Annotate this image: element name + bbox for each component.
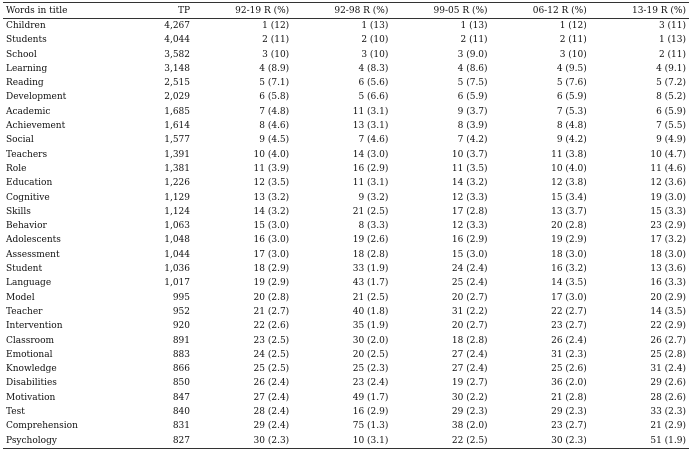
- cell-tp: 4,267: [164, 21, 190, 31]
- cell-r-13-19: 33 (2.3): [650, 407, 686, 418]
- cell-r-92-98: 75 (1.3): [352, 421, 389, 432]
- cell-r-92-98: 5 (6.6): [358, 92, 389, 103]
- cell-r-99-05: 30 (2.2): [451, 392, 488, 403]
- cell-r-99-05: 25 (2.4): [451, 278, 488, 289]
- header-92-98: 92-98 R (%): [292, 3, 391, 19]
- cell-word: Emotional: [6, 349, 53, 360]
- cell-r-92-98: 18 (2.8): [352, 249, 389, 260]
- cell-r-06-12: 11 (3.8): [551, 149, 587, 160]
- cell-word: Motivation: [6, 392, 56, 403]
- cell-r-99-05: 9 (3.7): [457, 106, 488, 117]
- cell-word: Disabilities: [6, 378, 57, 389]
- cell-tp: 1,063: [164, 221, 190, 232]
- cell-r-06-12: 8 (4.8): [556, 121, 587, 132]
- table-row: [3, 276, 689, 290]
- cell-r-06-12: 5 (7.6): [556, 78, 587, 89]
- cell-r-99-05: 4 (8.6): [457, 63, 488, 74]
- cell-r-92-19: 11 (3.9): [253, 163, 290, 174]
- cell-r-06-12: 4 (9.5): [556, 63, 587, 74]
- table-row: [3, 119, 689, 133]
- table-row: [3, 19, 689, 34]
- cell-r-99-05: 3 (9.0): [457, 49, 488, 60]
- cell-r-06-12: 15 (3.4): [551, 192, 587, 203]
- table-row: [3, 176, 689, 190]
- cell-r-13-19: 5 (7.2): [656, 78, 686, 89]
- cell-r-13-19: 13 (3.6): [650, 264, 686, 275]
- cell-r-92-98: 23 (2.4): [352, 378, 389, 389]
- cell-r-92-98: 13 (3.1): [352, 121, 389, 132]
- cell-r-99-05: 27 (2.4): [451, 364, 488, 375]
- cell-tp: 1,226: [164, 178, 190, 189]
- cell-r-13-19: 29 (2.6): [650, 378, 686, 389]
- cell-tp: 3,582: [164, 49, 190, 60]
- cell-tp: 952: [172, 306, 190, 317]
- cell-r-92-98: 14 (3.0): [352, 149, 389, 160]
- cell-word: Teacher: [6, 306, 43, 317]
- cell-r-13-19: 31 (2.4): [650, 364, 686, 375]
- cell-tp: 1,124: [164, 206, 190, 217]
- cell-r-99-05: 8 (3.9): [457, 121, 488, 132]
- table-row: [3, 148, 689, 162]
- cell-r-99-05: 11 (3.5): [451, 163, 488, 174]
- cell-r-92-19: 27 (2.4): [253, 392, 290, 403]
- cell-r-92-98: 49 (1.7): [352, 392, 389, 403]
- cell-tp: 1,391: [164, 149, 190, 160]
- table-header: [3, 3, 689, 19]
- cell-tp: 920: [172, 321, 190, 332]
- cell-tp: 840: [172, 407, 190, 418]
- table-row: [3, 233, 689, 247]
- cell-r-99-05: 10 (3.7): [451, 149, 488, 160]
- table-row: [3, 305, 689, 319]
- header-row: [3, 3, 689, 19]
- cell-word: Development: [6, 92, 67, 103]
- cell-r-92-19: 25 (2.5): [253, 364, 290, 375]
- cell-r-13-19: 21 (2.9): [650, 421, 686, 432]
- cell-r-92-19: 19 (2.9): [253, 278, 290, 289]
- cell-word: Learning: [6, 63, 48, 74]
- cell-r-13-19: 6 (5.9): [656, 106, 686, 117]
- cell-r-92-19: 1 (12): [262, 21, 290, 31]
- cell-r-99-05: 38 (2.0): [451, 421, 488, 432]
- cell-tp: 1,685: [164, 106, 190, 117]
- cell-r-13-19: 1 (13): [658, 35, 686, 46]
- cell-r-13-19: 16 (3.3): [650, 278, 686, 289]
- cell-tp: 3,148: [164, 63, 190, 74]
- cell-word: Reading: [6, 78, 44, 89]
- header-tp: TP: [121, 3, 193, 19]
- cell-r-92-98: 40 (1.8): [352, 306, 389, 317]
- cell-tp: 883: [172, 349, 190, 360]
- cell-r-06-12: 20 (2.8): [551, 221, 587, 232]
- table-row: [3, 291, 689, 305]
- header-92-19: 92-19 R (%): [193, 3, 292, 19]
- cell-tp: 891: [172, 335, 190, 346]
- cell-r-92-19: 9 (4.5): [259, 135, 290, 146]
- cell-r-92-98: 9 (3.2): [358, 192, 389, 203]
- cell-r-92-19: 2 (11): [262, 35, 290, 46]
- cell-tp: 1,048: [164, 235, 190, 246]
- cell-r-92-19: 29 (2.4): [253, 421, 290, 432]
- table-row: [3, 362, 689, 376]
- cell-r-99-05: 5 (7.5): [457, 78, 488, 89]
- cell-r-06-12: 14 (3.5): [551, 278, 587, 289]
- cell-r-13-19: 26 (2.7): [650, 335, 686, 346]
- table-body: [3, 19, 689, 449]
- cell-r-13-19: 9 (4.9): [656, 135, 686, 146]
- cell-r-06-12: 25 (2.6): [551, 364, 587, 375]
- cell-tp: 847: [172, 392, 190, 403]
- cell-r-92-19: 8 (4.6): [259, 121, 290, 132]
- cell-word: Teachers: [6, 149, 48, 160]
- cell-r-99-05: 29 (2.3): [451, 407, 488, 418]
- cell-r-06-12: 21 (2.8): [551, 392, 587, 403]
- cell-r-92-98: 30 (2.0): [352, 335, 389, 346]
- header-06-12: 06-12 R (%): [491, 3, 590, 19]
- cell-r-92-98: 16 (2.9): [352, 407, 389, 418]
- cell-word: Social: [6, 135, 34, 146]
- table-row: [3, 334, 689, 348]
- table-row: [3, 219, 689, 233]
- table-row: [3, 33, 689, 47]
- cell-r-06-12: 23 (2.7): [551, 321, 587, 332]
- cell-r-13-19: 11 (4.6): [650, 163, 686, 174]
- cell-word: Model: [6, 292, 35, 303]
- cell-tp: 995: [172, 292, 190, 303]
- cell-r-06-12: 36 (2.0): [551, 378, 587, 389]
- header-13-19: 13-19 R (%): [590, 3, 689, 19]
- cell-r-13-19: 2 (11): [658, 49, 686, 60]
- cell-r-92-98: 11 (3.1): [352, 178, 389, 189]
- cell-r-99-05: 17 (2.8): [451, 206, 488, 217]
- cell-r-06-12: 7 (5.3): [556, 106, 587, 117]
- cell-r-99-05: 6 (5.9): [457, 92, 488, 103]
- cell-word: Role: [6, 163, 27, 174]
- cell-tp: 1,044: [164, 249, 190, 260]
- cell-r-92-19: 12 (3.5): [253, 178, 290, 189]
- cell-r-99-05: 12 (3.3): [451, 192, 488, 203]
- cell-r-13-19: 28 (2.6): [650, 392, 686, 403]
- cell-tp: 866: [172, 364, 190, 375]
- table-row: [3, 90, 689, 104]
- cell-r-99-05: 12 (3.3): [451, 221, 488, 232]
- cell-word: Comprehension: [6, 421, 78, 432]
- cell-r-92-98: 43 (1.7): [352, 278, 389, 289]
- cell-r-13-19: 12 (3.6): [650, 178, 686, 189]
- cell-r-99-05: 16 (2.9): [451, 235, 488, 246]
- cell-r-06-12: 17 (3.0): [551, 292, 587, 303]
- cell-r-92-19: 15 (3.0): [253, 221, 290, 232]
- cell-r-99-05: 24 (2.4): [451, 264, 488, 275]
- cell-r-92-19: 18 (2.9): [253, 264, 290, 275]
- cell-tp: 2,515: [164, 78, 190, 89]
- cell-r-99-05: 31 (2.2): [451, 306, 488, 317]
- cell-r-92-98: 10 (3.1): [292, 434, 391, 449]
- cell-r-06-12: 31 (2.3): [551, 349, 587, 360]
- cell-tp: 1,614: [164, 121, 190, 132]
- table-row: [3, 62, 689, 76]
- cell-word: Skills: [6, 206, 31, 217]
- cell-r-13-19: 22 (2.9): [650, 321, 686, 332]
- cell-r-99-05: 20 (2.7): [451, 292, 488, 303]
- cell-r-06-12: 16 (3.2): [551, 264, 587, 275]
- cell-r-99-05: 1 (13): [460, 21, 488, 31]
- cell-r-06-12: 2 (11): [559, 35, 587, 46]
- cell-word: School: [6, 49, 37, 60]
- table-row: [3, 391, 689, 405]
- cell-r-06-12: 18 (3.0): [551, 249, 587, 260]
- cell-word: Academic: [6, 106, 51, 117]
- cell-tp: 1,129: [164, 192, 190, 203]
- cell-tp: 1,017: [164, 278, 190, 289]
- cell-r-92-98: 25 (2.3): [352, 364, 389, 375]
- cell-word: Adolescents: [6, 235, 61, 246]
- table-row: [3, 48, 689, 62]
- table-row: [3, 262, 689, 276]
- cell-tp: 831: [172, 421, 190, 432]
- table-row: [3, 133, 689, 147]
- cell-r-92-19: 28 (2.4): [253, 407, 290, 418]
- table-row: [3, 434, 689, 449]
- cell-r-92-19: 4 (8.9): [259, 63, 290, 74]
- cell-r-06-12: 3 (10): [559, 49, 587, 60]
- cell-r-06-12: 6 (5.9): [556, 92, 587, 103]
- cell-r-99-05: 27 (2.4): [451, 349, 488, 360]
- cell-word: Children: [6, 21, 46, 31]
- table-row: [3, 76, 689, 90]
- cell-r-13-19: 23 (2.9): [650, 221, 686, 232]
- cell-r-99-05: 14 (3.2): [451, 178, 488, 189]
- cell-r-92-19: 23 (2.5): [253, 335, 290, 346]
- cell-r-92-98: 4 (8.3): [358, 63, 389, 74]
- cell-tp: 2,029: [164, 92, 190, 103]
- cell-r-92-98: 21 (2.5): [352, 292, 389, 303]
- cell-r-99-05: 15 (3.0): [451, 249, 488, 260]
- cell-r-06-12: 29 (2.3): [551, 407, 587, 418]
- cell-r-13-19: 3 (11): [658, 21, 686, 31]
- cell-tp: 4,044: [164, 35, 190, 46]
- table-row: [3, 105, 689, 119]
- cell-word: Intervention: [6, 321, 63, 332]
- cell-word: Test: [6, 407, 25, 418]
- cell-r-92-19: 21 (2.7): [253, 306, 290, 317]
- cell-r-13-19: 8 (5.2): [656, 92, 686, 103]
- cell-r-06-12: 12 (3.8): [551, 178, 587, 189]
- cell-word: Student: [6, 264, 43, 275]
- cell-r-92-98: 2 (10): [361, 35, 389, 46]
- cell-r-92-98: 21 (2.5): [352, 206, 389, 217]
- table-row: [3, 405, 689, 419]
- cell-r-92-98: 19 (2.6): [352, 235, 389, 246]
- cell-r-92-98: 16 (2.9): [352, 163, 389, 174]
- cell-r-92-98: 8 (3.3): [358, 221, 389, 232]
- table-row: [3, 419, 689, 433]
- cell-word: Education: [6, 178, 53, 189]
- table-row: [3, 191, 689, 205]
- cell-r-99-05: 22 (2.5): [391, 434, 490, 449]
- cell-r-92-19: 24 (2.5): [253, 349, 290, 360]
- header-words-in-title: Words in title: [3, 3, 121, 19]
- cell-tp: 850: [172, 378, 190, 389]
- cell-r-13-19: 20 (2.9): [650, 292, 686, 303]
- cell-r-92-19: 14 (3.2): [253, 206, 290, 217]
- table-row: [3, 205, 689, 219]
- cell-r-99-05: 18 (2.8): [451, 335, 488, 346]
- cell-r-13-19: 51 (1.9): [590, 434, 689, 449]
- cell-r-06-12: 26 (2.4): [551, 335, 587, 346]
- cell-r-13-19: 10 (4.7): [650, 149, 686, 160]
- cell-word: Cognitive: [6, 192, 50, 203]
- cell-word: Behavior: [6, 221, 47, 232]
- table-row: [3, 376, 689, 390]
- cell-r-92-98: 7 (4.6): [358, 135, 389, 146]
- cell-word: Assessment: [6, 249, 60, 260]
- cell-tp: 1,036: [164, 264, 190, 275]
- cell-r-92-19: 17 (3.0): [253, 249, 290, 260]
- cell-r-13-19: 19 (3.0): [650, 192, 686, 203]
- cell-r-13-19: 18 (3.0): [650, 249, 686, 260]
- cell-r-92-19: 13 (3.2): [253, 192, 290, 203]
- cell-r-13-19: 14 (3.5): [650, 306, 686, 317]
- cell-r-92-98: 3 (10): [361, 49, 389, 60]
- cell-r-92-19: 30 (2.3): [193, 434, 292, 449]
- cell-r-92-19: 7 (4.8): [259, 106, 290, 117]
- cell-r-13-19: 15 (3.3): [650, 206, 686, 217]
- cell-r-99-05: 20 (2.7): [451, 321, 488, 332]
- cell-r-99-05: 2 (11): [460, 35, 488, 46]
- cell-r-99-05: 19 (2.7): [451, 378, 488, 389]
- words-in-title-table: [3, 2, 689, 449]
- cell-r-13-19: 4 (9.1): [656, 63, 686, 74]
- cell-r-06-12: 9 (4.2): [556, 135, 587, 146]
- cell-r-92-19: 22 (2.6): [253, 321, 290, 332]
- cell-r-06-12: 23 (2.7): [551, 421, 587, 432]
- cell-r-06-12: 13 (3.7): [551, 206, 587, 217]
- cell-word: Achievement: [6, 121, 66, 132]
- cell-word: Knowledge: [6, 364, 57, 375]
- table-row: [3, 319, 689, 333]
- cell-tp: 827: [121, 434, 193, 449]
- cell-tp: 1,577: [164, 135, 190, 146]
- cell-r-92-19: 26 (2.4): [253, 378, 290, 389]
- table-row: [3, 162, 689, 176]
- cell-word: Students: [6, 35, 47, 46]
- cell-r-92-19: 3 (10): [262, 49, 290, 60]
- cell-r-13-19: 7 (5.5): [656, 121, 686, 132]
- cell-r-92-19: 5 (7.1): [259, 78, 290, 89]
- cell-r-06-12: 10 (4.0): [551, 163, 587, 174]
- cell-r-13-19: 25 (2.8): [650, 349, 686, 360]
- cell-r-92-98: 35 (1.9): [352, 321, 389, 332]
- cell-r-92-19: 6 (5.8): [259, 92, 290, 103]
- cell-word: Language: [6, 278, 52, 289]
- cell-r-13-19: 17 (3.2): [650, 235, 686, 246]
- cell-r-92-98: 20 (2.5): [352, 349, 389, 360]
- cell-r-92-19: 20 (2.8): [253, 292, 290, 303]
- cell-r-92-19: 10 (4.0): [253, 149, 290, 160]
- cell-r-06-12: 19 (2.9): [551, 235, 587, 246]
- cell-r-92-98: 11 (3.1): [352, 106, 389, 117]
- cell-r-06-12: 1 (12): [559, 21, 587, 31]
- cell-r-06-12: 30 (2.3): [491, 434, 590, 449]
- header-99-05: 99-05 R (%): [391, 3, 490, 19]
- cell-r-06-12: 22 (2.7): [551, 306, 587, 317]
- cell-r-92-98: 33 (1.9): [352, 264, 389, 275]
- table-row: [3, 248, 689, 262]
- cell-r-92-98: 1 (13): [361, 21, 389, 31]
- cell-word: Psychology: [3, 434, 121, 449]
- cell-r-92-98: 6 (5.6): [358, 78, 389, 89]
- cell-word: Classroom: [6, 335, 55, 346]
- table-row: [3, 348, 689, 362]
- cell-r-92-19: 16 (3.0): [253, 235, 290, 246]
- cell-r-99-05: 7 (4.2): [457, 135, 488, 146]
- cell-tp: 1,381: [164, 163, 190, 174]
